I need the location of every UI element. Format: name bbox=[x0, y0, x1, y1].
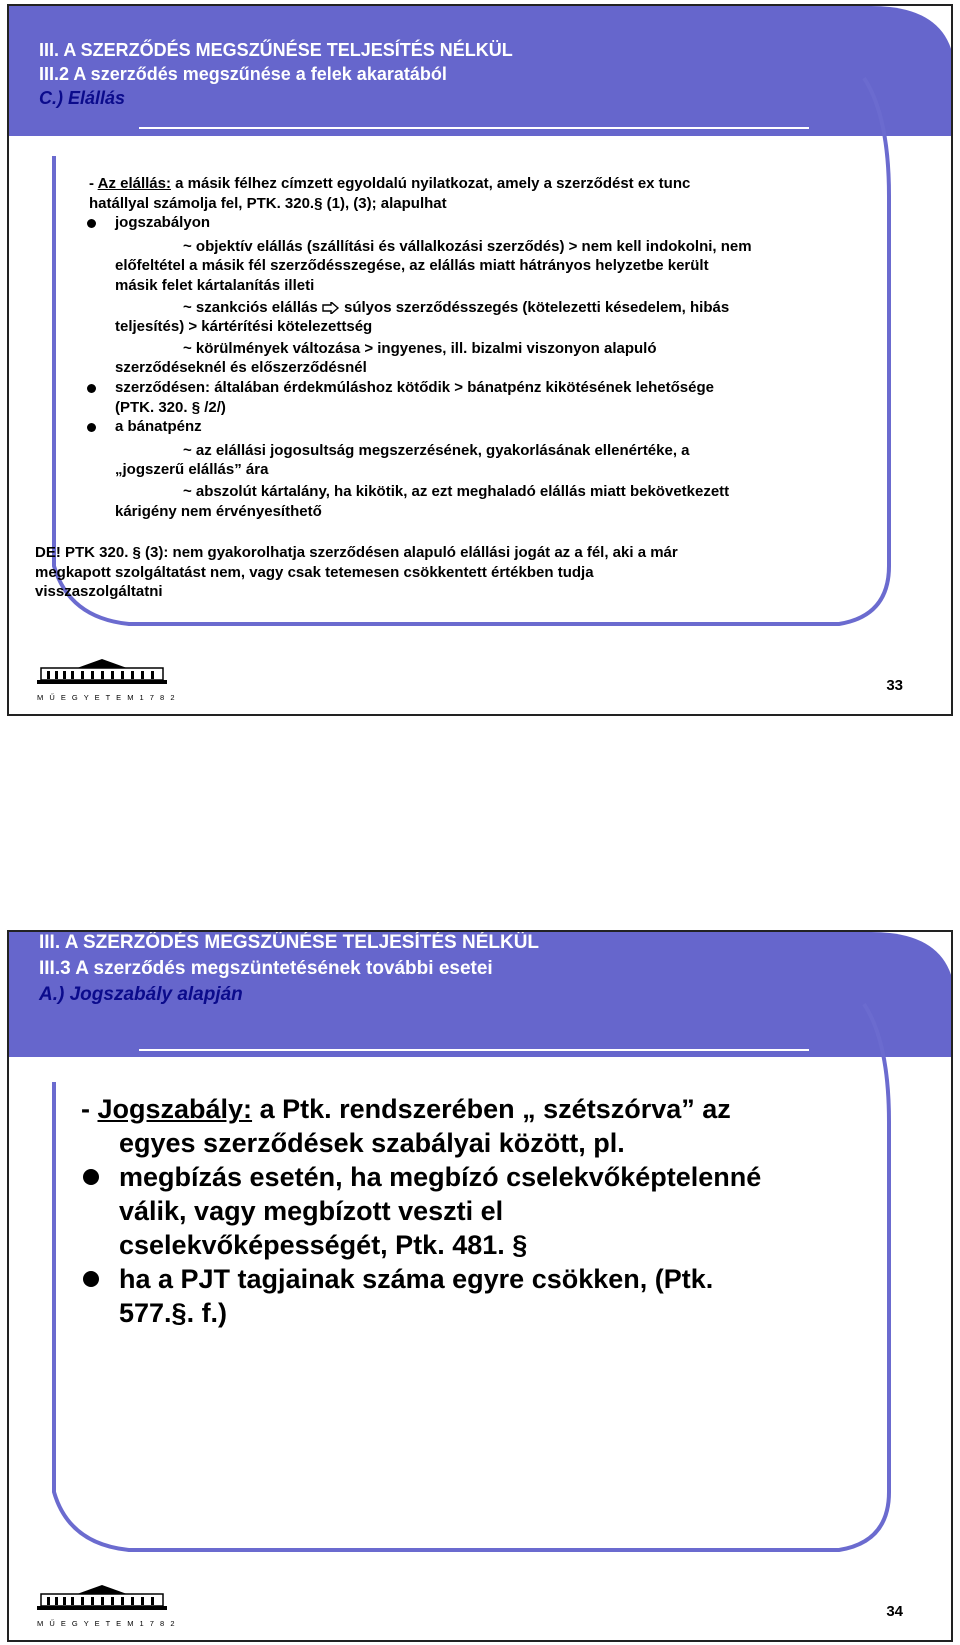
warning-line: DE! PTK 320. § (3): nem gyakorolhatja szerződésen alapuló elállási jogát az a fél, aki a már bbox=[35, 544, 678, 562]
body-line: - Az elállás: a másik félhez címzett egyoldalú nyilatkozat, amely a szerződést ex tunc bbox=[89, 175, 691, 192]
slide-body bbox=[35, 174, 889, 602]
bullet-item: ha a PJT tagjainak száma egyre csökken, (Ptk. bbox=[81, 1262, 901, 1296]
body-line: - Jogszabály: a Ptk. rendszerében „ szétszórva” az bbox=[81, 1094, 731, 1124]
body-line: (PTK. 320. § /2/) bbox=[115, 398, 226, 416]
body-line: kárigény nem érvényesíthető bbox=[115, 502, 322, 520]
body-line: ~ abszolút kártalány, ha kikötik, az ezt meghaladó elállás miatt bekövetkezett bbox=[183, 482, 730, 500]
body-line: cselekvőképességét, Ptk. 481. § bbox=[119, 1230, 528, 1260]
slide-33 bbox=[7, 4, 953, 716]
title-line-3: A.) Jogszabály alapján bbox=[39, 984, 243, 1005]
body-line: ~ objektív elállás (szállítási és vállalkozási szerződés) > nem kell indokolni, nem bbox=[183, 237, 752, 255]
title-line-2: III.3 A szerződés megszüntetésének további esetei bbox=[39, 958, 493, 979]
bullet-icon bbox=[87, 384, 96, 393]
bullet-item: jogszabályon bbox=[89, 213, 889, 233]
bullet-icon bbox=[87, 219, 96, 228]
page-number: 34 bbox=[886, 1603, 903, 1620]
title-line-3: C.) Elállás bbox=[39, 88, 126, 108]
logo-text: M Ű E G Y E T E M 1 7 8 2 bbox=[37, 1619, 177, 1628]
warning-line: megkapott szolgáltatást nem, vagy csak tetemesen csökkentett értékben tudja bbox=[35, 563, 594, 581]
body-line: másik felet kártalanítás illeti bbox=[115, 276, 315, 294]
bullet-item: megbízás esetén, ha megbízó cselekvőképtelenné bbox=[81, 1160, 901, 1194]
right-arrow-icon bbox=[322, 302, 340, 314]
title-line-1: III. A SZERZŐDÉS MEGSZŰNÉSE TELJESÍTÉS NÉLKÜL bbox=[39, 40, 513, 60]
body-line: hatállyal számolja fel, PTK. 320.§ (1), (3); alapulhat bbox=[89, 194, 447, 212]
body-line: ~ az elállási jogosultság megszerzésének, gyakorlásának ellenértéke, a bbox=[183, 441, 690, 459]
body-line: „jogszerű elállás” ára bbox=[115, 461, 269, 479]
bullet-item: szerződésen: általában érdekmúláshoz kötődik > bánatpénz kikötésének lehetősége bbox=[89, 378, 889, 398]
term-jogszabaly: Jogszabály: bbox=[97, 1094, 253, 1124]
title-line-1: III. A SZERZŐDÉS MEGSZŰNÉSE TELJESÍTÉS NÉLKÜL bbox=[39, 932, 540, 953]
body-line: szerződéseknél és előszerződésnél bbox=[115, 359, 367, 377]
bullet-icon bbox=[87, 423, 96, 432]
slide-title bbox=[39, 930, 539, 1008]
body-line: ~ körülmények változása > ingyenes, ill. bizalmi viszonyon alapuló bbox=[183, 339, 657, 357]
university-logo bbox=[37, 1584, 177, 1628]
body-line: ~ szankciós elállás súlyos szerződésszegés (kötelezetti késedelem, hibás bbox=[183, 298, 730, 316]
building-logo-icon bbox=[37, 658, 167, 686]
term-elallas: Az elállás: bbox=[97, 175, 171, 192]
body-line: válik, vagy megbízott veszti el bbox=[119, 1196, 504, 1226]
university-logo bbox=[37, 658, 177, 702]
logo-text: M Ű E G Y E T E M 1 7 8 2 bbox=[37, 693, 177, 702]
slide-34 bbox=[7, 930, 953, 1642]
body-line: előfeltétel a másik fél szerződésszegése, az elállás miatt hátrányos helyzetbe került bbox=[115, 257, 709, 275]
page-number: 33 bbox=[886, 677, 903, 694]
body-line: egyes szerződések szabályai között, pl. bbox=[119, 1128, 625, 1158]
body-line: teljesítés) > kártérítési kötelezettség bbox=[115, 318, 373, 336]
slide-body bbox=[81, 1092, 901, 1330]
bullet-item: a bánatpénz bbox=[89, 417, 889, 437]
body-line: 577.§. f.) bbox=[119, 1298, 228, 1328]
bullet-icon bbox=[83, 1271, 99, 1287]
bullet-icon bbox=[83, 1169, 99, 1185]
slide-title bbox=[39, 38, 513, 110]
building-logo-icon bbox=[37, 1584, 167, 1612]
warning-line: visszaszolgáltatni bbox=[35, 583, 163, 601]
title-line-2: III.2 A szerződés megszűnése a felek akaratából bbox=[39, 64, 447, 84]
